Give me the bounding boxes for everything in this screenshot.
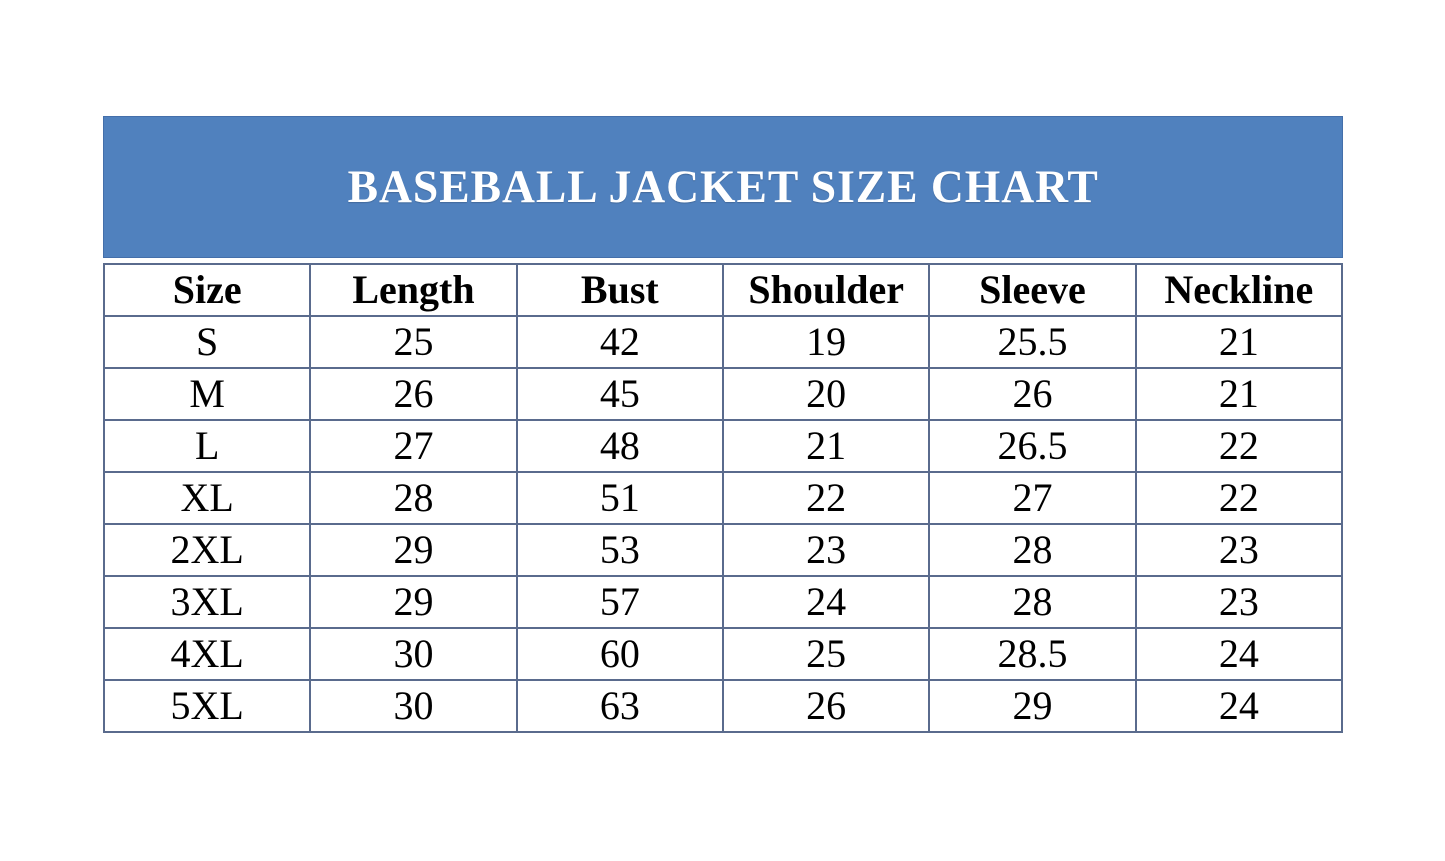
table-cell: 24: [1136, 680, 1342, 732]
table-cell: 2XL: [104, 524, 310, 576]
table-row-5xl: [104, 680, 1342, 732]
table-header: [104, 264, 1342, 316]
table-cell: 26: [929, 368, 1135, 420]
table-row-3xl: [104, 576, 1342, 628]
table-cell: XL: [104, 472, 310, 524]
column-header-neckline: Neckline: [1136, 264, 1342, 316]
table-cell: 25: [723, 628, 929, 680]
table-row-2xl: [104, 524, 1342, 576]
table-cell: 3XL: [104, 576, 310, 628]
table-body: [104, 316, 1342, 732]
table-cell: 29: [310, 576, 516, 628]
column-header-size: Size: [104, 264, 310, 316]
table-cell: 60: [517, 628, 723, 680]
table-cell: L: [104, 420, 310, 472]
table-row-xl: [104, 472, 1342, 524]
table-cell: 23: [1136, 576, 1342, 628]
table-cell: 24: [723, 576, 929, 628]
table-cell: 23: [1136, 524, 1342, 576]
column-header-length: Length: [310, 264, 516, 316]
size-chart: [103, 116, 1343, 733]
header-row: [104, 264, 1342, 316]
table-cell: 22: [723, 472, 929, 524]
table-cell: 26: [310, 368, 516, 420]
table-cell: 4XL: [104, 628, 310, 680]
column-header-shoulder: Shoulder: [723, 264, 929, 316]
table-cell: 30: [310, 680, 516, 732]
table-cell: 42: [517, 316, 723, 368]
size-table: [103, 263, 1343, 733]
table-row-m: [104, 368, 1342, 420]
table-cell: 21: [1136, 368, 1342, 420]
table-cell: 5XL: [104, 680, 310, 732]
table-cell: 26.5: [929, 420, 1135, 472]
table-cell: 29: [929, 680, 1135, 732]
table-cell: 48: [517, 420, 723, 472]
table-cell: 28: [929, 524, 1135, 576]
table-cell: 57: [517, 576, 723, 628]
table-cell: 25.5: [929, 316, 1135, 368]
table-cell: 20: [723, 368, 929, 420]
table-cell: 51: [517, 472, 723, 524]
table-cell: S: [104, 316, 310, 368]
table-cell: 25: [310, 316, 516, 368]
table-cell: 30: [310, 628, 516, 680]
table-row-4xl: [104, 628, 1342, 680]
table-row-l: [104, 420, 1342, 472]
table-cell: 53: [517, 524, 723, 576]
column-header-sleeve: Sleeve: [929, 264, 1135, 316]
table-cell: 45: [517, 368, 723, 420]
chart-title: BASEBALL JACKET SIZE CHART: [347, 161, 1099, 213]
table-cell: 26: [723, 680, 929, 732]
table-cell: 23: [723, 524, 929, 576]
table-cell: 21: [723, 420, 929, 472]
table-cell: 22: [1136, 472, 1342, 524]
column-header-bust: Bust: [517, 264, 723, 316]
table-cell: M: [104, 368, 310, 420]
table-cell: 28: [929, 576, 1135, 628]
table-cell: 22: [1136, 420, 1342, 472]
table-row-s: [104, 316, 1342, 368]
table-cell: 28: [310, 472, 516, 524]
table-cell: 27: [929, 472, 1135, 524]
table-cell: 63: [517, 680, 723, 732]
title-band: [103, 116, 1343, 258]
table-cell: 24: [1136, 628, 1342, 680]
table-cell: 27: [310, 420, 516, 472]
table-cell: 19: [723, 316, 929, 368]
table-cell: 29: [310, 524, 516, 576]
table-cell: 28.5: [929, 628, 1135, 680]
table-cell: 21: [1136, 316, 1342, 368]
